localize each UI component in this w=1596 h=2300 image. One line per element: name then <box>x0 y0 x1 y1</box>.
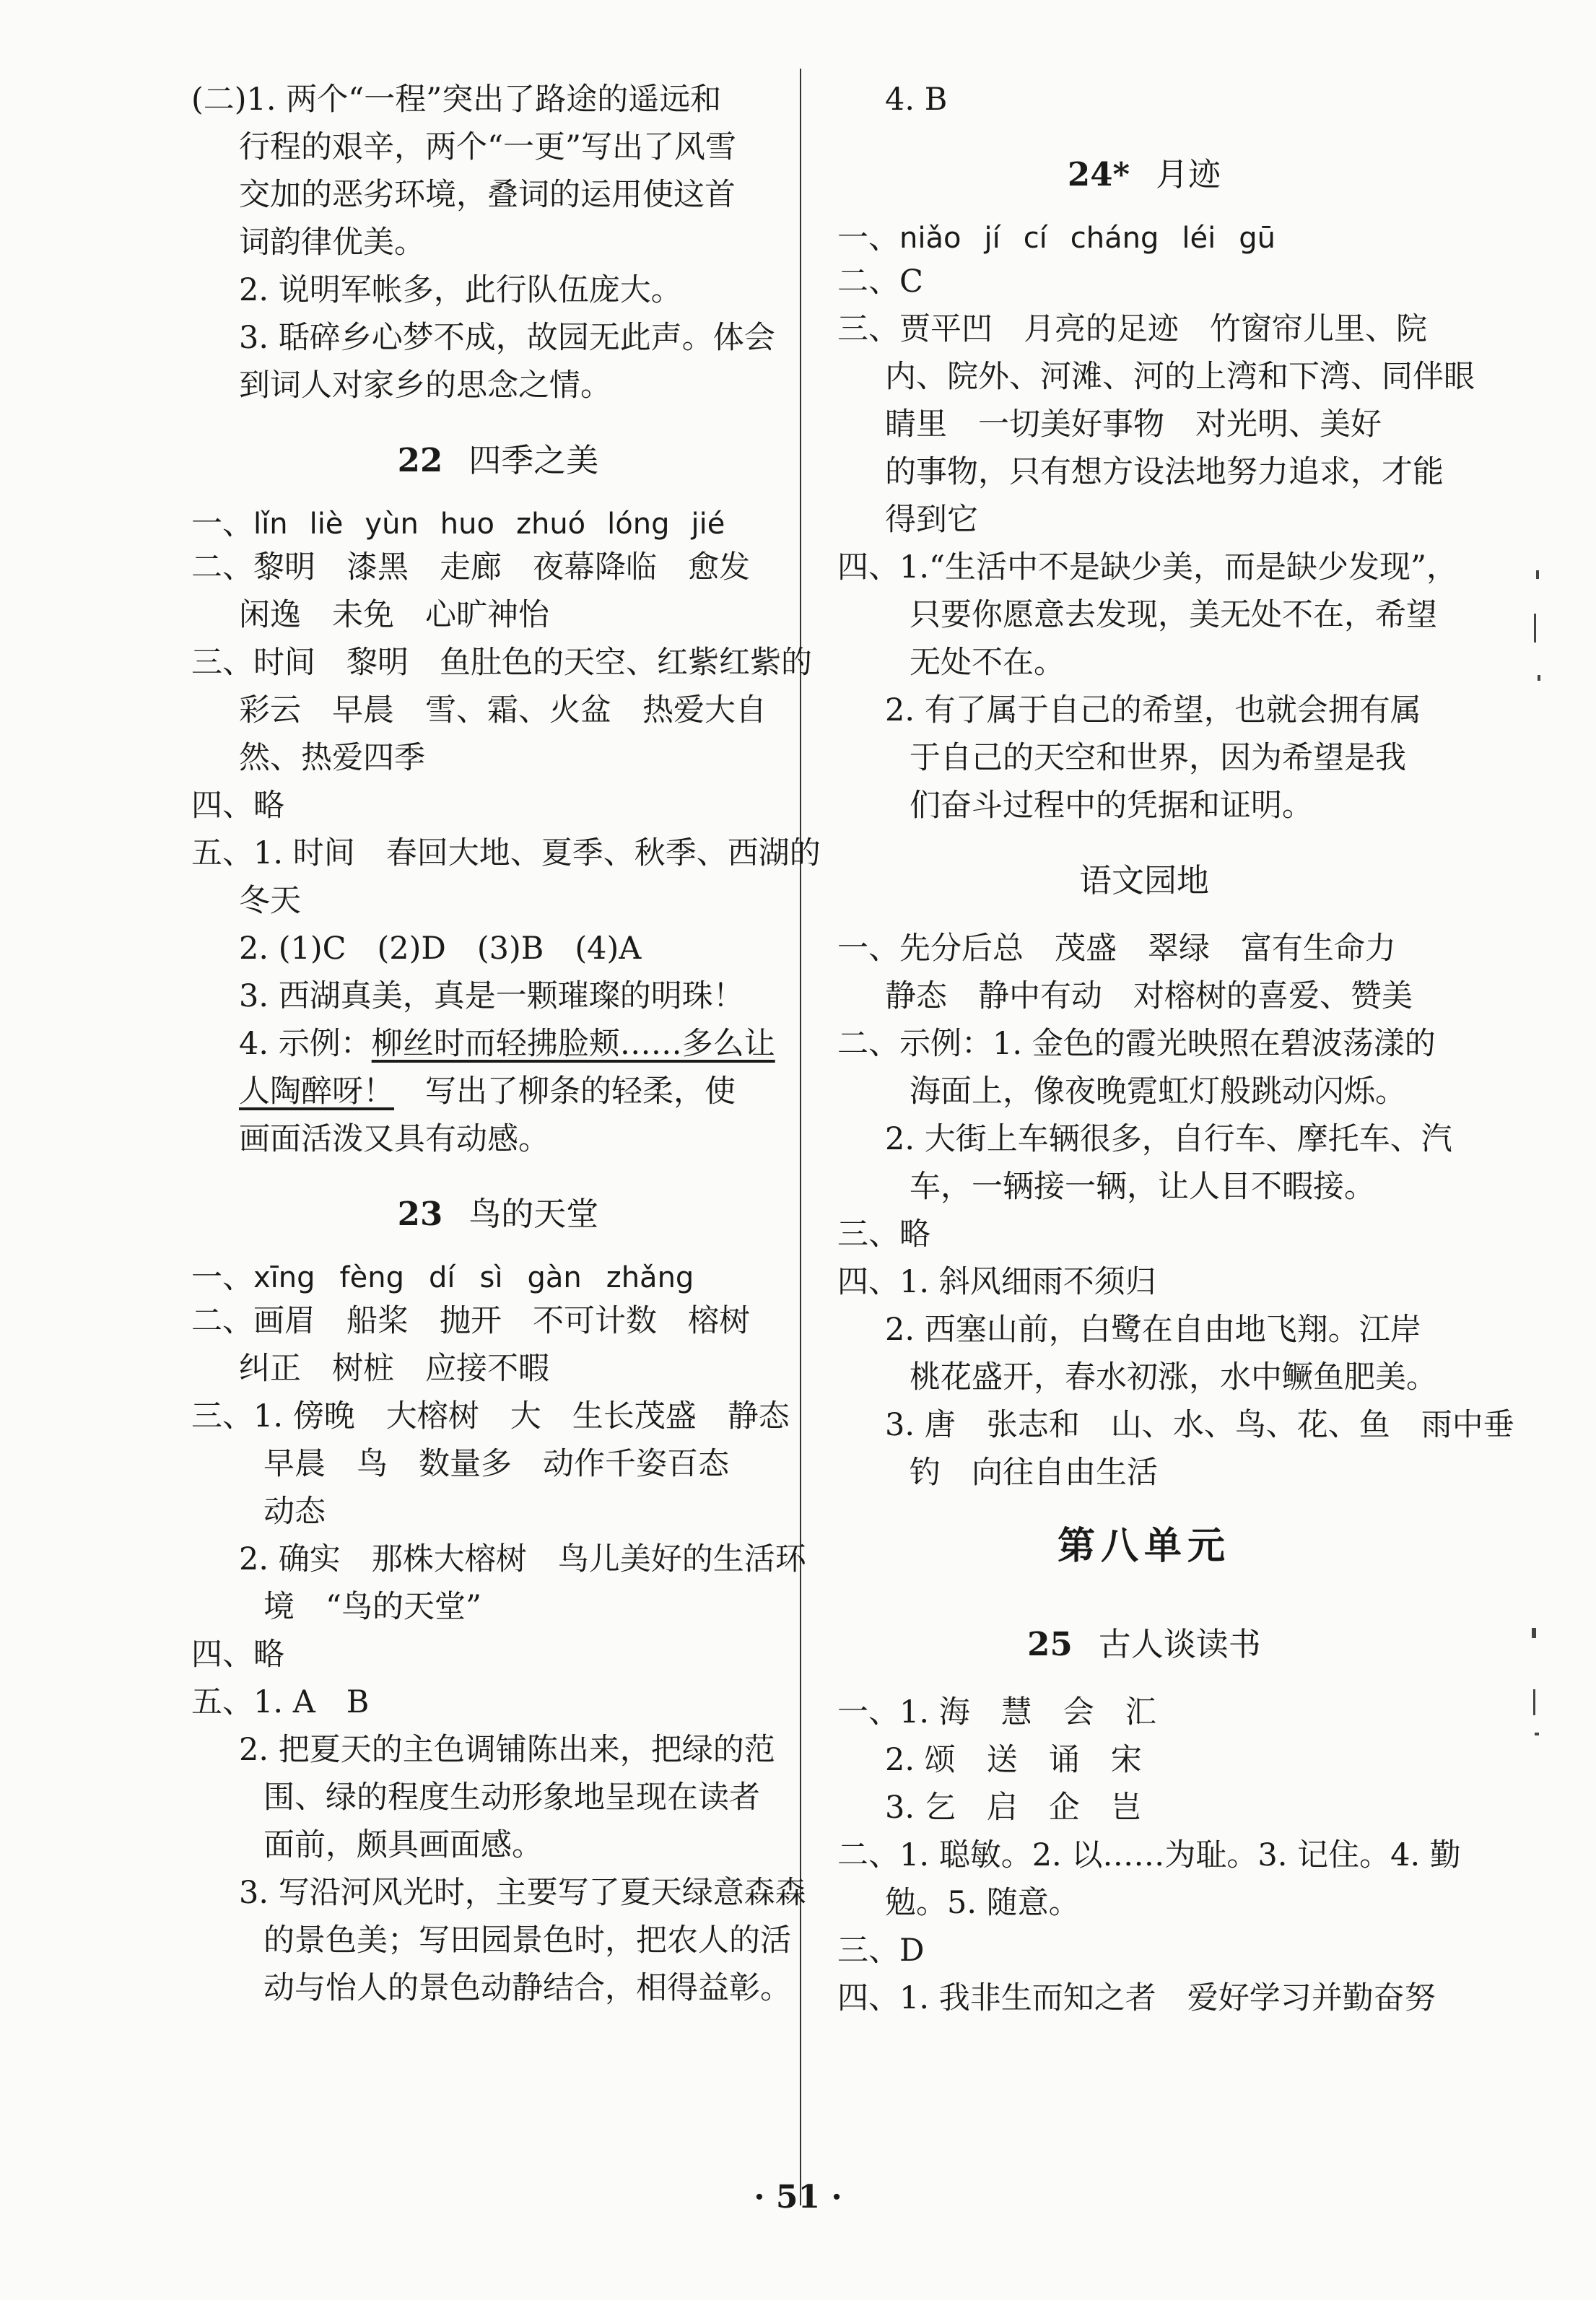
pinyin-item <box>607 505 669 544</box>
answer-line: 的景色美；写田园景色时，把农人的活 <box>263 1922 791 1959</box>
pinyin-item <box>1239 219 1276 258</box>
pinyin-list <box>253 505 746 544</box>
underlined-quote: 人陶醉呀！ <box>239 1073 394 1110</box>
pinyin-item <box>479 1258 502 1297</box>
pinyin-text: léi <box>1182 222 1216 255</box>
pinyin-text: gū <box>1239 222 1276 255</box>
question-label: 一、 <box>191 506 253 542</box>
answer-line: 桃花盛开，春水初涨，水中鳜鱼肥美。 <box>910 1359 1437 1395</box>
answer-line: 一、先分后总 茂盛 翠绿 富有生命力 <box>837 931 1396 967</box>
pinyin-item <box>516 505 585 544</box>
pinyin-text: zhuó <box>515 508 586 541</box>
answer-line: 境 “鸟的天堂” <box>263 1589 481 1625</box>
pinyin-item <box>606 1258 694 1297</box>
scan-speck <box>1532 1628 1536 1638</box>
scan-speck <box>1535 1733 1539 1735</box>
question-label: 一、 <box>837 220 899 256</box>
unit-title: 第八单元 <box>1057 1524 1231 1568</box>
section-title-garden <box>837 857 1451 905</box>
pinyin-list <box>899 219 1299 258</box>
pinyin-item <box>899 219 961 258</box>
pinyin-text: huo <box>440 508 494 541</box>
example-label: 4. 示例： <box>239 1026 372 1062</box>
pinyin-item <box>1070 219 1159 258</box>
answer-line: 三、D <box>837 1933 925 1969</box>
pinyin-text: dí <box>428 1261 455 1294</box>
answer-line: 2. 颂 送 诵 宋 <box>885 1742 1142 1778</box>
answer-line: 到词人对家乡的思念之情。 <box>239 367 611 404</box>
lesson-number: 24* <box>1067 155 1130 193</box>
answer-line: 们奋斗过程中的凭据和证明。 <box>910 788 1313 824</box>
pinyin-row <box>837 219 1451 258</box>
pinyin-item <box>253 1258 315 1297</box>
pinyin-item <box>310 505 344 544</box>
pinyin-item <box>440 505 494 544</box>
question-label: 一、 <box>191 1260 253 1296</box>
answer-line: 五、1. 时间 春回大地、夏季、秋季、西湖的 <box>191 835 821 871</box>
answer-line: 一、1. 海 慧 会 汇 <box>837 1694 1156 1730</box>
answer-line: 2. 把夏天的主色调铺陈出来，把绿的范 <box>239 1732 775 1768</box>
answer-line: 2. 有了属于自己的希望，也就会拥有属 <box>885 692 1421 728</box>
answer-line: 四、略 <box>191 1637 284 1673</box>
answer-line: 面前，颇具画面感。 <box>263 1827 543 1863</box>
answer-line: 交加的恶劣环境，叠词的运用使这首 <box>239 177 736 213</box>
pinyin-text: niǎo <box>899 222 961 255</box>
answer-line: 2. 确实 那株大榕树 鸟儿美好的生活环 <box>239 1541 806 1577</box>
answer-line: 3. 乞 启 企 岂 <box>885 1790 1142 1826</box>
answer-line: 的事物，只有想方设法地努力追求，才能 <box>885 454 1444 490</box>
underlined-quote: 柳丝时而轻拂脸颊……多么让 <box>371 1026 775 1062</box>
pinyin-list <box>253 1258 718 1297</box>
pinyin-item <box>365 505 418 544</box>
answer-line: 内、院外、河滩、河的上湾和下湾、同伴眼 <box>885 359 1475 395</box>
scan-speck <box>1534 614 1536 642</box>
answer-line: 二、画眉 船桨 抛开 不可计数 榕树 <box>191 1303 750 1339</box>
pinyin-item <box>340 1258 404 1297</box>
answer-line: 闲逸 未免 心旷神怡 <box>239 597 549 633</box>
answer-line: 睛里 一切美好事物 对光明、美好 <box>885 406 1382 443</box>
answer-line: 动与怡人的景色动静结合，相得益彰。 <box>263 1970 791 2006</box>
answer-line: 三、1. 傍晚 大榕树 大 生长茂盛 静态 <box>191 1398 790 1434</box>
pinyin-row <box>191 505 805 544</box>
lesson-name: 四季之美 <box>468 441 599 479</box>
page-number: · 51 · <box>754 2179 842 2216</box>
answer-line: 围、绿的程度生动形象地呈现在读者 <box>263 1780 760 1816</box>
answer-line: 3. 写沿河风光时，主要写了夏天绿意森森 <box>239 1875 806 1911</box>
answer-line: 四、略 <box>191 788 284 824</box>
pinyin-text: liè <box>309 508 344 541</box>
answer-line: 动态 <box>263 1494 326 1530</box>
pinyin-text: lǐn <box>253 508 288 541</box>
answer-line: 二、C <box>837 263 923 300</box>
answer-line: 然、热爱四季 <box>239 740 425 776</box>
answer-line: 四、1.“生活中不是缺少美，而是缺少发现”， <box>837 549 1457 585</box>
pinyin-text: jí <box>984 222 1000 255</box>
answer-line: 三、时间 黎明 鱼肚色的天空、红紫红紫的 <box>191 645 812 681</box>
answer-line: 二、1. 聪敏。2. 以……为耻。3. 记住。4. 勤 <box>837 1837 1461 1873</box>
pinyin-item <box>527 1258 581 1297</box>
lesson-title-23 <box>191 1190 805 1238</box>
answer-line: 2. 西塞山前，白鹭在自由地飞翔。江岸 <box>885 1312 1421 1348</box>
lesson-title-24 <box>837 151 1451 199</box>
answer-line: 4. B <box>885 82 948 118</box>
pinyin-text: jié <box>691 508 725 541</box>
answer-line: 四、1. 我非生而知之者 爱好学习并勤奋努 <box>837 1980 1436 2016</box>
answer-line: 得到它 <box>885 502 978 538</box>
scan-speck <box>1538 675 1540 681</box>
answer-line: (二)1. 两个“一程”突出了路途的遥远和 <box>191 82 722 118</box>
pinyin-item <box>429 1258 455 1297</box>
lesson-number: 22 <box>397 441 443 479</box>
answer-line: 只要你愿意去发现，美无处不在，希望 <box>910 597 1437 633</box>
answer-line: 静态 静中有动 对榕树的喜爱、赞美 <box>885 978 1413 1014</box>
answer-line: 词韵律优美。 <box>239 225 425 261</box>
answer-line: 彩云 早晨 雪、霜、火盆 热爱大自 <box>239 692 767 728</box>
pinyin-item <box>691 505 725 544</box>
answer-line: 纠正 树桩 应接不暇 <box>239 1351 549 1387</box>
answer-line <box>191 1020 805 1068</box>
answer-line: 钓 向往自由生活 <box>910 1455 1158 1491</box>
answer-line: 3. 聒碎乡心梦不成，故园无此声。体会 <box>239 320 775 356</box>
answer-line: 勉。5. 随意。 <box>885 1885 1080 1921</box>
answer-line: 冬天 <box>239 883 301 919</box>
lesson-name: 月迹 <box>1156 155 1221 193</box>
answer-line: 车，一辆接一辆，让人目不暇接。 <box>910 1169 1375 1205</box>
answer-line: 行程的艰辛，两个“一更”写出了风雪 <box>239 129 736 165</box>
lesson-number: 23 <box>397 1195 443 1233</box>
right-column <box>837 76 1514 2022</box>
answer-line <box>191 1068 805 1115</box>
pinyin-item <box>1182 219 1216 258</box>
answer-line: 画面活泼又具有动感。 <box>239 1121 549 1157</box>
answer-line: 2. 说明军帐多，此行队伍庞大。 <box>239 272 682 308</box>
pinyin-text: yùn <box>365 508 419 541</box>
answer-line: 五、1. A B <box>191 1684 370 1720</box>
answer-line: 三、贾平凹 月亮的足迹 竹窗帘儿里、院 <box>837 311 1427 347</box>
lesson-title-22 <box>191 437 805 484</box>
answer-line: 二、示例：1. 金色的霞光映照在碧波荡漾的 <box>837 1026 1436 1062</box>
pinyin-item <box>253 505 288 544</box>
answer-line: 3. 唐 张志和 山、水、鸟、花、鱼 雨中垂 <box>885 1407 1514 1443</box>
answer-line: 于自己的天空和世界，因为希望是我 <box>910 740 1406 776</box>
section-name: 语文园地 <box>1078 861 1209 899</box>
answer-line: 海面上，像夜晚霓虹灯般跳动闪烁。 <box>910 1073 1406 1110</box>
answer-line: 二、黎明 漆黑 走廊 夜幕降临 愈发 <box>191 549 750 585</box>
pinyin-text: sì <box>479 1261 503 1294</box>
answer-line: 2. 大街上车辆很多，自行车、摩托车、汽 <box>885 1121 1452 1157</box>
lesson-title-25 <box>837 1621 1451 1668</box>
pinyin-text: cí <box>1023 222 1047 255</box>
answer-line: 三、略 <box>837 1216 930 1253</box>
answer-line: 早晨 鸟 数量多 动作千姿百态 <box>263 1446 729 1482</box>
pinyin-text: gàn <box>527 1261 582 1294</box>
pinyin-text: cháng <box>1070 222 1159 255</box>
pinyin-item <box>984 219 1000 258</box>
pinyin-text: xīng <box>253 1261 315 1294</box>
lesson-name: 古人谈读书 <box>1098 1625 1261 1663</box>
pinyin-text: fèng <box>339 1261 404 1294</box>
scan-speck <box>1533 1689 1535 1715</box>
lesson-number: 25 <box>1027 1625 1073 1663</box>
answer-line: 四、1. 斜风细雨不须归 <box>837 1264 1156 1300</box>
pinyin-row <box>191 1258 805 1297</box>
answer-text: 写出了柳条的轻柔，使 <box>394 1073 736 1110</box>
answer-line: 2. (1)C (2)D (3)B (4)A <box>239 931 642 967</box>
pinyin-text: zhǎng <box>606 1261 694 1294</box>
pinyin-text: lóng <box>607 508 670 541</box>
lesson-name: 鸟的天堂 <box>468 1195 599 1233</box>
answer-line: 3. 西湖真美，真是一颗璀璨的明珠！ <box>239 978 744 1014</box>
answer-line: 无处不在。 <box>910 645 1065 681</box>
scan-speck <box>1536 570 1539 579</box>
left-column <box>191 76 821 2012</box>
pinyin-item <box>1024 219 1047 258</box>
